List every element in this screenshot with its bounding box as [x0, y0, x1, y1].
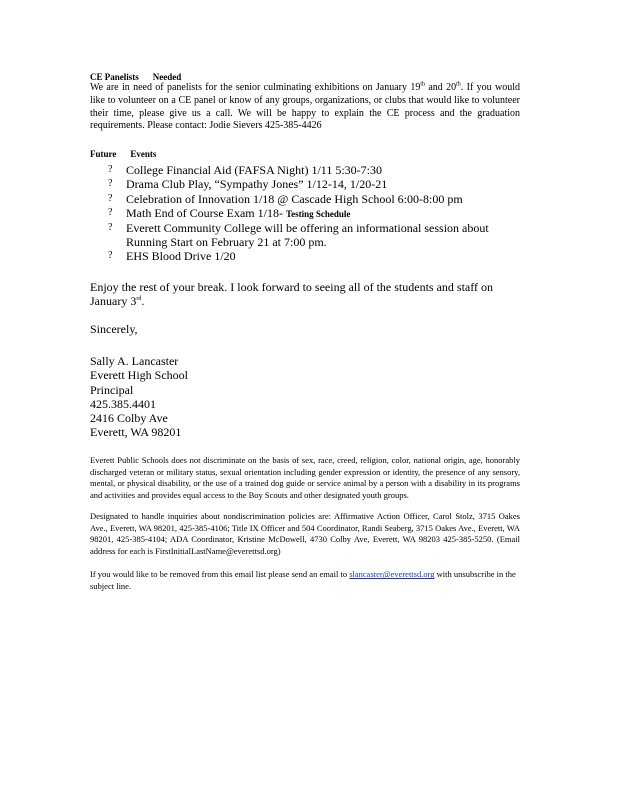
panelists-text-1: We are in need of panelists for the senior culminating exhibitions on January 19 [90, 82, 421, 93]
future-events-heading-a: Future [90, 149, 117, 160]
bullet-icon: ? [108, 192, 113, 204]
panelists-heading-a: CE Panelists [90, 72, 139, 82]
newsletter-page [90, 72, 520, 592]
bullet-icon: ? [108, 222, 113, 233]
testing-schedule-label: Testing Schedule [285, 208, 351, 219]
signature-school: Everett High School [90, 368, 188, 383]
sincerely-text: Sincerely, [90, 322, 138, 337]
event-text: College Financial Aid (FAFSA Night) 1/11 5:30-7:30 [126, 163, 382, 178]
future-events-heading [90, 149, 520, 159]
event-text: Math End of Course Exam 1/18- [126, 205, 283, 220]
list-item [90, 249, 520, 263]
list-item [90, 192, 520, 206]
bullet-icon: ? [108, 250, 113, 262]
panelists-text-2: and 20 [425, 82, 457, 93]
bullet-icon: ? [108, 178, 113, 190]
signature-name: Sally A. Lancaster [90, 354, 179, 369]
closing-sup: rd [136, 295, 142, 302]
list-item [90, 221, 520, 249]
signature-city: Everett, WA 98201 [90, 425, 182, 440]
unsubscribe-notice [90, 569, 520, 592]
event-text: Celebration of Innovation 1/18 @ Cascade High School 6:00-8:00 pm [126, 191, 463, 206]
panelists-sup-2: th [456, 81, 461, 88]
bullet-icon: ? [108, 164, 113, 176]
list-item [90, 177, 520, 191]
panelists-heading [90, 72, 520, 82]
nondiscrimination-notice: Everett Public Schools does not discriminate on the basis of sex, race, creed, religion, color, national origin, age, honorably discharged veteran or military status, sexual orientation including gender expression or identity, the presence of any sensory, mental, or physical disability, or the use of a trained dog guide or service animal by a person with a disability in its programs and activities and provides equal access to the Boy Scouts and other designated youth groups. [90, 455, 520, 500]
panelists-text-3: . If you would like to volunteer on a CE panel or know of any groups, organizations, or clubs that would like to volunteer their time, please give us a call. We will be happy to explain the CE process and the graduation requirements. Please contact: Jodie Sievers 425-385-4426 [90, 82, 520, 132]
unsubscribe-text-1: If you would like to be removed from this email list please send an email to [90, 569, 350, 580]
events-list [90, 163, 520, 263]
event-text: Drama Club Play, “Sympathy Jones” 1/12-14, 1/20-21 [126, 177, 388, 192]
signature-street: 2416 Colby Ave [90, 411, 168, 426]
signature-title: Principal [90, 382, 134, 397]
unsubscribe-email-link[interactable]: slancaster@everettsd.org [349, 569, 435, 580]
list-item [90, 163, 520, 177]
list-item [90, 206, 520, 221]
signature-phone: 425.385.4401 [90, 396, 156, 411]
panelists-heading-b: Needed [152, 72, 182, 82]
closing-text-1: Enjoy the rest of your break. I look forward to seeing all of the students and staff on January 3 [90, 279, 494, 308]
event-text: Everett Community College will be offering an informational session about Running Start on February 21 at 7:00 pm. [126, 221, 489, 250]
closing-paragraph [90, 280, 520, 308]
panelists-sup-1: th [420, 81, 425, 88]
unsubscribe-text-2: with unsubscribe in the subject line. [90, 569, 516, 591]
future-events-heading-b: Events [130, 149, 157, 160]
signature-block [90, 354, 520, 439]
panelists-paragraph [90, 82, 520, 133]
designated-notice: Designated to handle inquiries about nondiscrimination policies are: Affirmative Action Officer, Carol Stolz, 3715 Oakes Ave., Everett, WA 98201, 425-385-4106; Title IX Officer and 504 Coordinator, Randi Seaberg, 3715 Oakes Ave., Everett, WA 98201, 425-385-4104; ADA Coordinator, Kristine McDowell, 4730 Colby Ave, Everett, WA 98203 425-385-5250. (Email address for each is FirstInitialLastName@everettsd.org) [90, 511, 520, 556]
bullet-icon: ? [108, 206, 113, 218]
event-text: EHS Blood Drive 1/20 [126, 249, 236, 264]
closing-text-2: . [141, 293, 145, 308]
